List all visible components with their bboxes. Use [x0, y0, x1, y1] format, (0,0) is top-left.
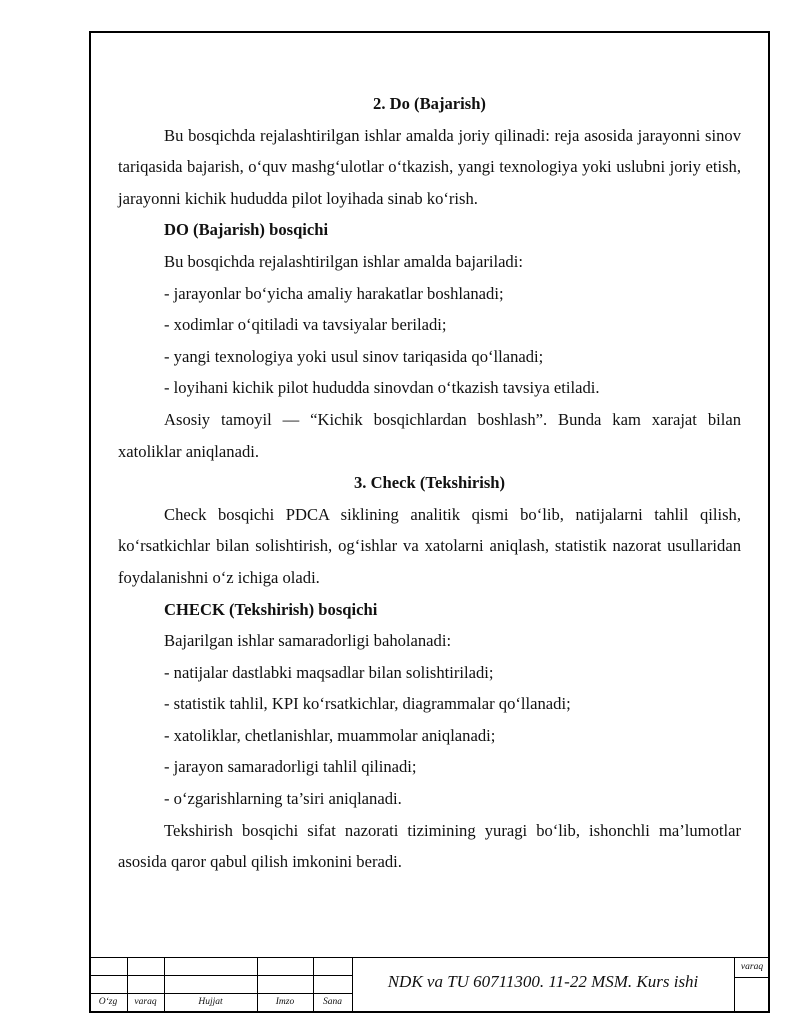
list-item: Bajarilgan ishlar samaradorligi baholanadi:: [164, 631, 452, 651]
list-item: - statistik tahlil, KPI ko‘rsatkichlar, diagrammalar qo‘llanadi;: [164, 694, 571, 714]
list-item: Bu bosqichda rejalashtirilgan ishlar amalda bajariladi:: [164, 251, 523, 271]
paragraph: Check bosqichi PDCA siklining analitik qismi bo‘lib, natijalarni tahlil qilish, ko‘rsatkichlar bilan solishtirish, og‘ishlar va xatolarni aniqlash, statistik nazorat usullaridan foydalanishni o‘z ichiga oladi.: [118, 504, 741, 587]
sheet-label: varaq: [740, 962, 764, 972]
paragraph: Asosiy tamoyil — “Kichik bosqichlardan boshlash”. Bunda kam xarajat bilan xatoliklar aniqlanadi.: [118, 409, 741, 461]
col-label-hujjat: Hujjat: [198, 997, 223, 1007]
document-title: NDK va TU 60711300. 11-22 MSM. Kurs ishi: [387, 972, 699, 991]
list-item: - yangi texnologiya yoki usul sinov tariqasida qo‘llanadi;: [164, 346, 544, 366]
title-block: [89, 957, 770, 1013]
list-item: - natijalar dastlabki maqsadlar bilan solishtiriladi;: [164, 662, 494, 682]
list-item: - loyihani kichik pilot hududda sinovdan o‘tkazish tavsiya etiladi.: [164, 378, 600, 398]
list-item: - o‘zgarishlarning ta’siri aniqlanadi.: [164, 789, 402, 809]
section-subheading: CHECK (Tekshirish) bosqichi: [164, 599, 378, 619]
list-item: - xodimlar o‘qitiladi va tavsiyalar beriladi;: [164, 315, 447, 335]
col-label-sana: Sana: [323, 997, 342, 1007]
section-subheading: DO (Bajarish) bosqichi: [164, 220, 329, 240]
list-item: - xatoliklar, chetlanishlar, muammolar aniqlanadi;: [164, 725, 496, 745]
col-label-imzo: Imzo: [275, 997, 295, 1007]
col-label-ozg: O‘zg: [98, 997, 118, 1007]
paragraph: Tekshirish bosqichi sifat nazorati tizimining yuragi bo‘lib, ishonchli ma’lumotlar asosida qaror qabul qilish imkonini beradi.: [118, 820, 741, 872]
list-item: - jarayon samaradorligi tahlil qilinadi;: [164, 757, 417, 777]
col-label-varaq: varaq: [134, 997, 157, 1007]
document-body: [118, 88, 741, 878]
section-heading: 3. Check (Tekshirish): [353, 473, 506, 493]
list-item: - jarayonlar bo‘yicha amaliy harakatlar boshlanadi;: [164, 283, 504, 303]
paragraph: Bu bosqichda rejalashtirilgan ishlar amalda joriy qilinadi: reja asosida jarayonni sinov tariqasida bajarish, o‘quv mashg‘ulotlar o‘tkazish, yangi texnologiya yoki uslubni joriy etish, jarayonni kichik hududda pilot loyihada sinab ko‘rish.: [118, 125, 741, 208]
section-heading: 2. Do (Bajarish): [373, 94, 486, 113]
